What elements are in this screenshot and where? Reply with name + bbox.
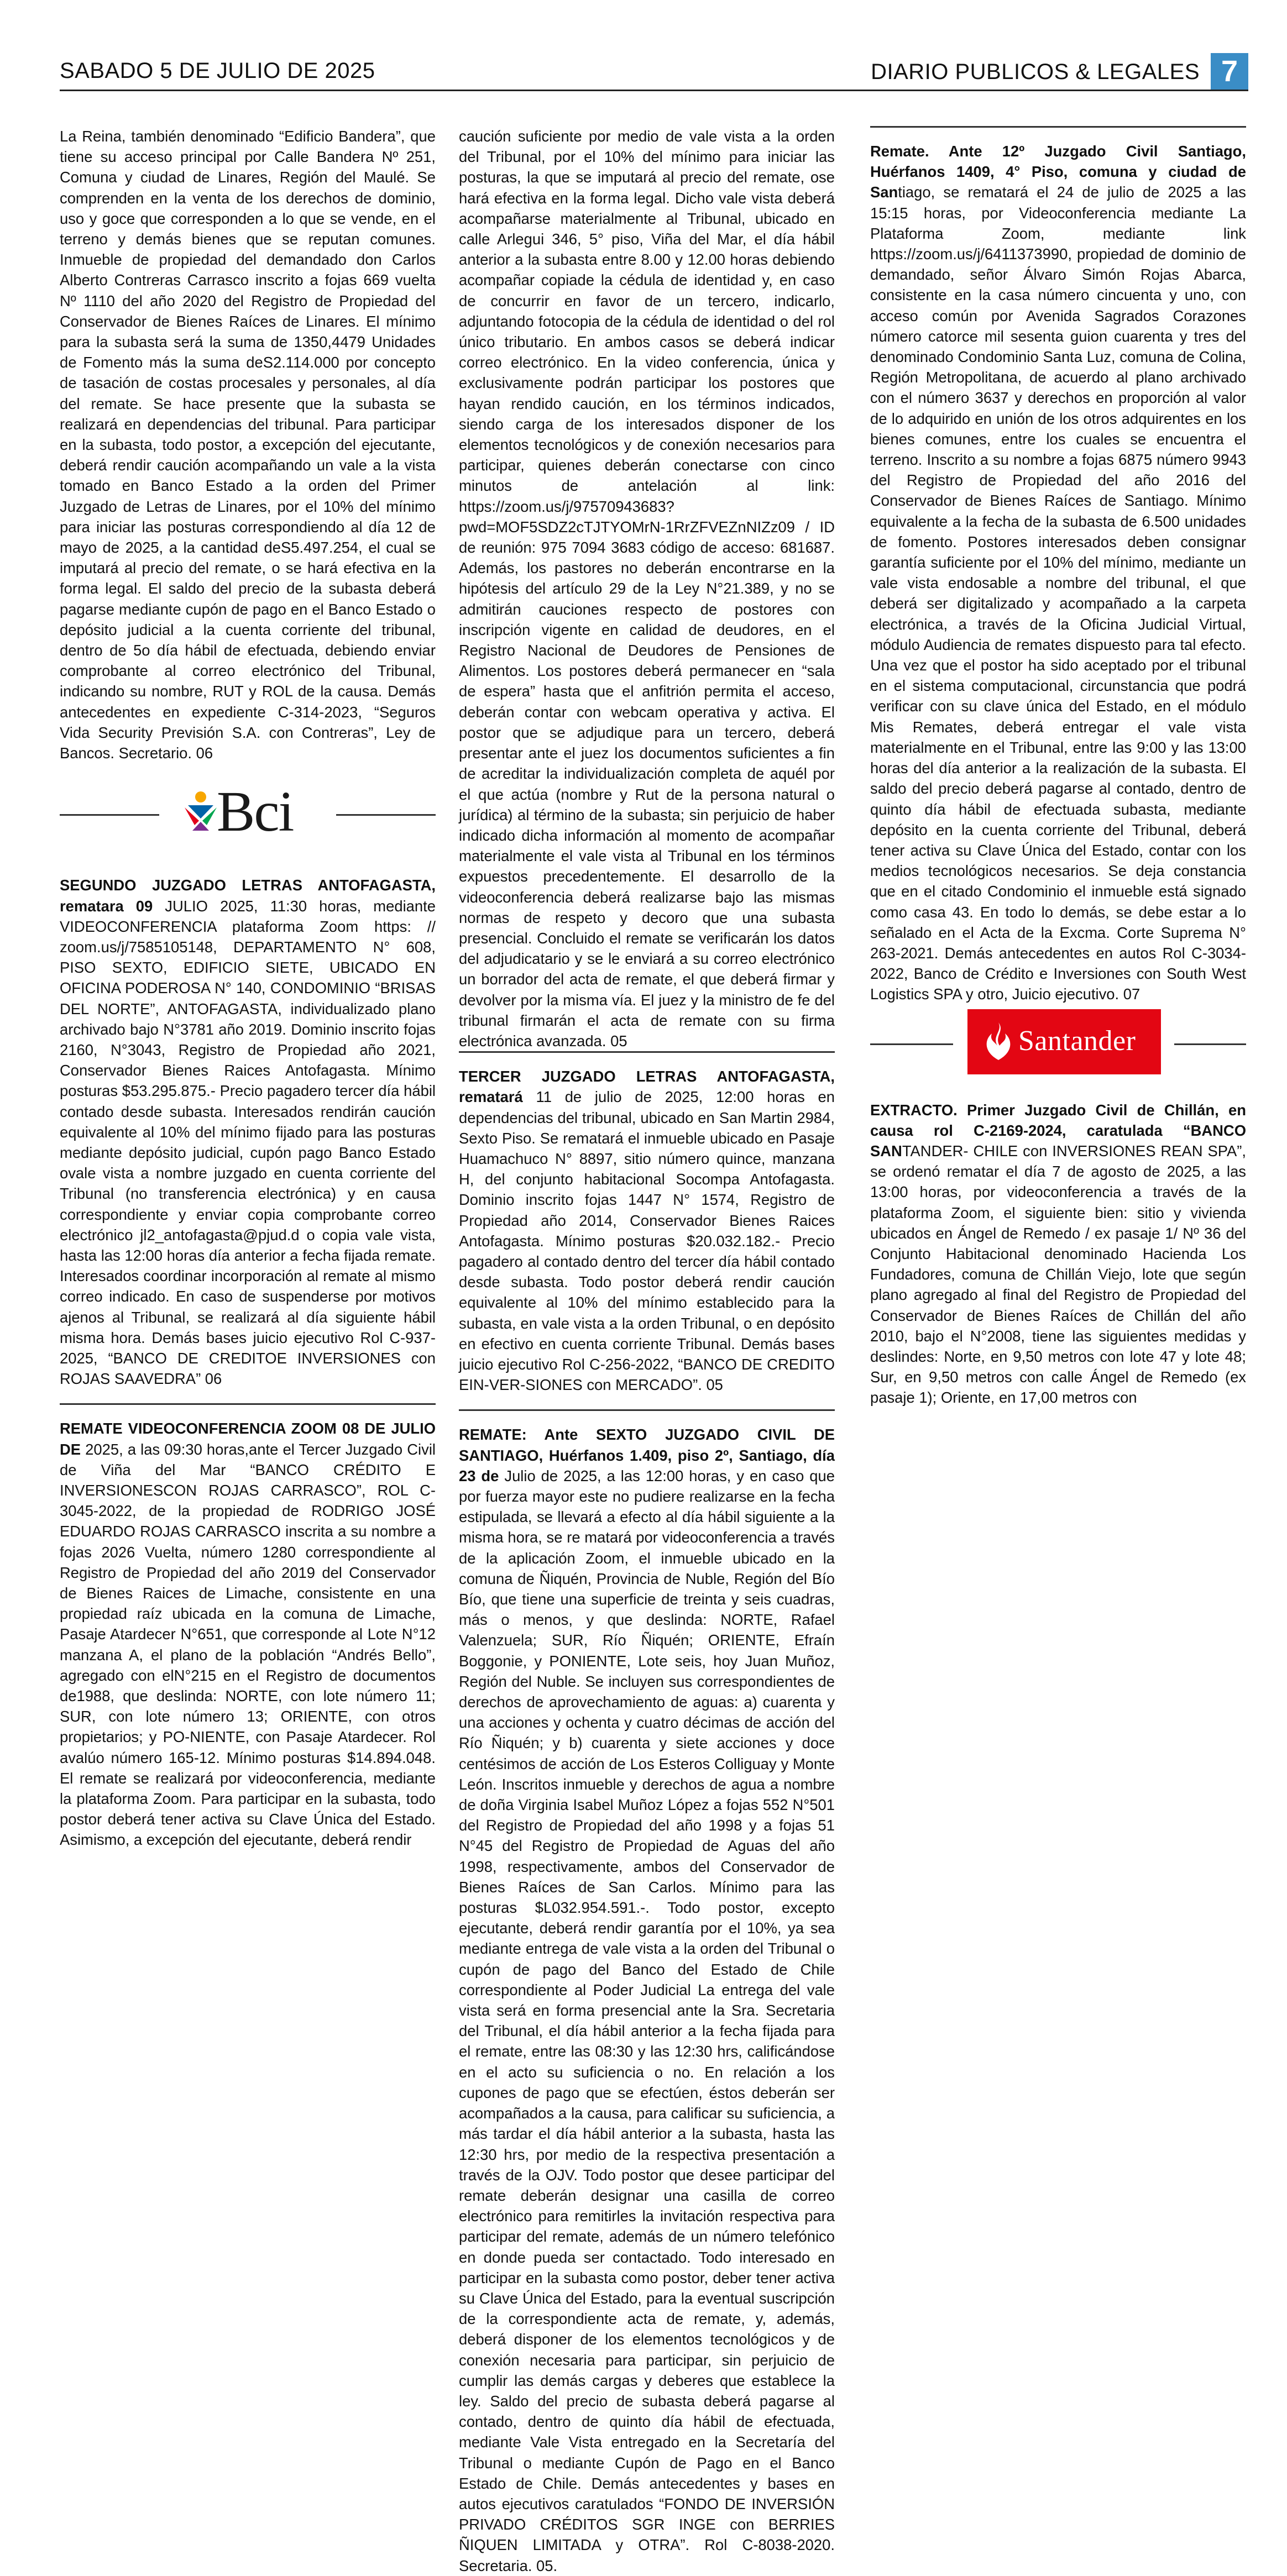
bci-mark-icon	[182, 791, 219, 832]
notice-body: 2025, a las 09:30 horas,ante el Tercer Juzgado Civil de Viña del Mar “BANCO CRÉDITO E INVERSIONESCON ROJAS CARRASCO”, ROL C-3045-2022, de la propiedad de RODRIGO JOSÉ EDUARDO ROJAS CARRASCO inscrita a su nombre a fojas 2026 Vuelta, número 1280 correspondiente al Registro de Propiedad del año 2019 del Conservador de Bienes Raices de Limache, consistente en una propiedad raíz ubicada en la comuna de Limache, Pasaje Atardecer N°651, que corresponde al Lote N°12 manzana A, el plano de la población “Andrés Bello”, agregado con elN°215 en el Registro de documentos de1988, que deslinda: NORTE, con lote número 11; SUR, con lote número 13; ORIENTE, con otros propietarios; y PO-NIENTE, con Pasaje Atardecer. Rol avalúo número 165-12. Mínimo posturas $14.894.048. El remate se realizará por videoconferencia, mediante la plataforma Zoom. Para participar en la subasta, todo postor deberá tener activa su Clave Única del Estado. Asimismo, a excepción del ejecutante, deberá rendir	[60, 1440, 436, 1849]
notice-extracto-chillan	[870, 1100, 1246, 1408]
divider-right	[1174, 1043, 1246, 1045]
notice-body: 11 de julio de 2025, 12:00 horas en dependencias del tribunal, ubicado en San Martin 2984, Sexto Piso. Se rematará el inmueble ubicado en Pasaje Huamachuco N° 8897, sitio número quince, manzana H, del conjunto habitacional Socompa Antofagasta. Dominio inscrito fojas 1447 N° 1574, Registro de Propiedad año 2014, Conservador Bienes Raices Antofagasta. Mínimo posturas $20.032.182.- Precio pagadero al contado dentro del tercer día hábil contado desde subasta. Todo postor deberá rendir caución equivalente al 10% del mínimo establecido para la subasta, en vale vista a la orden Tribunal, o en depósito en efectivo en cuenta corriente Tribunal. Demás bases juicio ejecutivo Rol C-256-2022, “BANCO DE CREDITO EIN-VER-SIONES con MERCADO”. 05	[459, 1088, 835, 1394]
bci-logo-row	[60, 773, 436, 856]
notice-tercer-juzgado-antofagasta	[459, 1066, 835, 1395]
column-1	[60, 126, 436, 1850]
notice-lead: REMATE VIDEOCONFERENCIA ZOOM 08 DE JULIO DE	[60, 1420, 436, 1458]
column-3	[870, 126, 1246, 1850]
section-divider	[60, 1403, 436, 1405]
notice-remate-zoom-vina-continued: caución suficiente por medio de vale vista a la orden del Tribunal, por el 10% del mínimo para iniciar las posturas, la que se imputará al precio del remate, ose hará efectiva en la forma legal. Dicho vale vista deberá acompañarse materialmente al Tribunal, ubicado en calle Arlegui 346, 5° piso, Viña del Mar, el día hábil anterior a la subasta entre 8.00 y 12.00 horas debiendo acompañar copiade la cédula de identidad y, en caso de concurrir en favor de un tercero, indicarlo, adjuntando fotocopia de la cédula de identidad o del rol único tributario. En ambos casos se deberá indicar correo electrónico. En la video conferencia, única y exclusivamente podrán participar los postores que hayan rendido caución, en los términos indicados, siendo carga de los interesados disponer de los elementos tecnológicos y de conexión necesarios para participar, quienes deberán conectarse con cinco minutos de antelación al link: https://zoom.us/j/97570943683?pwd=MOF5SDZ2cTJTYOMrN-1RrZFVEZnNIZz09 / ID de reunión: 975 7094 3683 código de acceso: 681687. Además, los pastores no deberán encontrarse en la hipótesis del artículo 29 de la Ley N°21.389, y no se admitirán cauciones respecto de postores con inscripción vigente en calidad de deudores, en el Registro Nacional de Deudores de Pensiones de Alimentos. Los postores deberá permanecer en “sala de espera” hasta que el anfitrión permita el acceso, deberán contar con webcam operativa y activa. El postor que se adjudique para un tercero, deberá presentar ante el juez los documentos suficientes a fin de acreditar la individualización completa de aquél por el que actúa (nombre y Rut de la persona natural o jurídica) al término de la subasta; sin perjuicio de haber indicado dicha información al momento de acompañar materialmente el vale vista al Tribunal en los términos expuestos precedentemente. El desarrollo de la videoconferencia deberá realizarse bajo las mismas normas de respeto y decoro que una subasta presencial. Concluido el remate se verificarán los datos del adjudicatario y se le enviará a su correo electrónico un borrador del acta de remate, el que deberá firmar y devolver por la misma vía. El juez y la ministro de fe del tribunal firmarán el acta de remate con su firma electrónica avanzada. 05	[459, 128, 835, 1050]
header-rule	[60, 90, 1248, 91]
divider-right	[336, 814, 436, 816]
notice-body: La Reina, también denominado “Edificio Bandera”, que tiene su acceso principal por Calle Bandera Nº 251, Comuna y ciudad de Linares, Región del Maulé. Se comprenden en la venta de los derechos de dominio, uso y goce que corresponden a lo que se vende, en el terreno y demás bienes que se reputan comunes. Inmueble de propiedad del demandado don Carlos Alberto Contreras Carrasco inscrito a fojas 669 vuelta Nº 1110 del año 2020 del Registro de Propiedad del Conservador de Bienes Raíces de Linares. El mínimo para la subasta será la suma de 1350,4479 Unidades de Fomento más la suma deS2.114.000 por concepto de tasación de costas procesales y personales, al día del remate. Se hace presente que la subasta se realizará en dependencias del tribunal. Para participar en la subasta, todo postor, a excepción del ejecutante, deberá rendir caución acompañando un vale a la vista tomado en Banco Estado a la orden del Primer Juzgado de Letras de Linares, por el 10% del mínimo para iniciar las posturas correspondiendo al día 12 de mayo de 2025, a la cantidad deS5.497.254, el cual se imputará al precio del remate, o se hará efectiva en la forma legal. El saldo del precio de la subasta deberá pagarse mediante cupón de pago en el Banco Estado o depósito judicial a la cuenta corriente del tribunal, dentro de 5o día hábil de efectuada, debiendo enviar comprobante al correo electrónico del Tribunal, indicando su nombre, RUT y ROL de la causa. Demás antecedentes en expediente C-314-2023, “Seguros Vida Security Previsión S.A. con Contreras”, Ley de Bancos. Secretario. 06	[60, 128, 436, 762]
santander-wordmark: Santander	[1018, 1025, 1136, 1057]
section-divider	[459, 1409, 835, 1411]
divider-left	[60, 814, 159, 816]
notice-lead: SEGUNDO JUZGADO LETRAS ANTOFAGASTA, rematara 09	[60, 877, 436, 915]
notice-lead: TERCER JUZGADO LETRAS ANTOFAGASTA, rematará	[459, 1068, 835, 1106]
bci-logo	[182, 782, 315, 843]
divider-left	[870, 1043, 953, 1045]
notice-lead: Remate. Ante 12º Juzgado Civil Santiago, Huérfanos 1409, 4° Piso, comuna y ciudad de San	[870, 143, 1246, 201]
header-publication: DIARIO PUBLICOS & LEGALES	[871, 60, 1200, 84]
notice-segundo-juzgado-antofagasta	[60, 875, 436, 1389]
santander-logo	[967, 1009, 1161, 1074]
section-divider	[459, 1051, 835, 1053]
notice-remate-zoom-vina	[60, 1418, 436, 1850]
notice-sexto-juzgado-santiago	[459, 1424, 835, 2575]
santander-flame-icon	[983, 1021, 1014, 1061]
notice-body: JULIO 2025, 11:30 horas, mediante VIDEOCONFERENCIA plataforma Zoom https: // zoom.us/j/7585105148, DEPARTAMENTO N° 608, PISO SEXTO, EDIFICIO SIETE, UBICADO EN OFICINA PODEROSA N° 140, CONDOMINIO “BRISAS DEL NORTE”, ANTOFAGASTA, individualizado plano archivado bajo N°3781 año 2019. Dominio inscrito fojas 2160, N°3043, Registro de Propiedad año 2021, Conservador Bienes Raices Antofagasta. Mínimo posturas $53.295.875.- Precio pagadero tercer día hábil contado desde subasta. Interesados rendirán caución equivalente al 10% del mínimo fijado para las posturas mediante depósito judicial, cupón pago Banco Estado ovale vista a nombre juzgado en cuenta corriente del Tribunal (no transferencia electrónica) y en causa correspondiente y enviar copia comprobante correo electrónico jl2_antofagasta@pjud.d o copia vale vista, hasta las 12:00 horas día anterior a fecha fijada remate. Interesados coordinar incorporación al remate al mismo correo indicado. En caso de suspenderse por motivos ajenos al Tribunal, se realizará al día siguiente hábil misma hora. Demás bases juicio ejecutivo Rol C-937-2025, “BANCO DE CREDITOE INVERSIONES con ROJAS SAAVEDRA” 06	[60, 897, 436, 1388]
page-header	[60, 55, 1248, 90]
notice-body: tiago, se rematará el 24 de julio de 2025 a las 15:15 horas, por Videoconferencia mediante La Plataforma Zoom, mediante link https://zoom.us/j/6411373990, propiedad de dominio de demandado, señor Álvaro Simón Rojas Abarca, consistente en la casa número cincuenta y uno, con acceso común por Avenida Sagrados Corazones número catorce mil sesenta guion cuarenta y tres del denominado Condominio Santa Luz, comuna de Colina, Región Metropolitana, de acuerdo al plano archivado con el número 3637 y derechos en proporción al valor de lo adquirido en unión de los otros adquirentes en los bienes comunes, entre los cuales se encuentra el terreno. Inscrito a su nombre a fojas 6875 número 9943 del Registro de Propiedad del año 2016 del Conservador de Bienes Raíces de Santiago. Mínimo equivalente a la fecha de la subasta de 6.500 unidades de fomento. Postores interesados deben consignar garantía suficiente por el 10% del mínimo, mediante un vale vista endosable a nombre del tribunal, el que deberá ser digitalizado y acompañado a la carpeta electrónica, a través de la Oficina Judicial Virtual, módulo Audiencia de remates dispuesto para tal efecto. Una vez que el postor ha sido aceptado por el tribunal en el sistema computacional, circunstancia que podrá verificar con su clave única del Estado, en el módulo Mis Remates, deberá entregar el vale vista materialmente en el Tribunal, entre las 9:00 y las 13:00 horas del día anterior a la realización de la subasta. El saldo del precio deberá pagarse al contado, dentro de quinto día hábil de efectuada subasta, mediante depósito en la cuenta corriente del Tribunal, deberá tener activa su Clave Única del Estado, contar con los medios tecnológicos necesarios. Se deja constancia que en el citado Condominio el inmueble está signado como casa 43. En todo lo demás, se debe estar a lo señalado en el Acta de la Excma. Corte Suprema N° 263-2021. Demás antecedentes en autos Rol C-3034-2022, Banco de Crédito e Inversiones con South West Logistics SPA y otro, Juicio ejecutivo. 07	[870, 183, 1246, 1003]
bci-wordmark: Bci	[217, 780, 294, 844]
santander-logo-row	[870, 1008, 1246, 1080]
column-2-content	[459, 126, 835, 2576]
notice-12-juzgado-santiago	[870, 141, 1246, 1005]
section-divider	[870, 126, 1246, 128]
page-number-badge: 7	[1211, 53, 1248, 90]
notice-body: Julio de 2025, a las 12:00 horas, y en caso que por fuerza mayor este no pudiere realizarse en la fecha estipulada, se llevará a efecto al día hábil siguiente a la misma hora, se re matará por videoconferencia a través de la aplicación Zoom, el inmueble ubicado en la comuna de Ñiquén, Provincia de Nuble, Región del Bío Bío, que tiene una superficie de treinta y seis cuadras, más o menos, y que deslinda: NORTE, Rafael Valenzuela; SUR, Río Ñiquén; ORIENTE, Efraín Boggonie, y PONIENTE, Lote seis, hoy Juan Muñoz, Región del Nuble. Se incluyen sus correspondientes de derechos de aprovechamiento de aguas: a) cuarenta y una acciones y ochenta y cuatro décimas de acción del Río Ñiquén; y b) cuarenta y siete acciones y doce centésimos de acción de Los Esteros Colliguay y Monte León. Inscritos inmueble y derechos de agua a nombre de doña Virginia Isabel Muñoz López a fojas 552 N°501 del Registro de Propiedad del año 1998 y a fojas 51 N°45 del Registro de Propiedad de Aguas del año 1998, respectivamente, ambos del Conservador de Bienes Raíces de San Carlos. Mínimo para las posturas $L032.954.591.-. Todo postor, excepto ejecutante, deberá rendir garantía por el 10%, ya sea mediante entrega de vale vista a la orden del Tribunal o cupón de pago del Banco del Estado de Chile correspondiente al Poder Judicial La entrega del vale vista será en forma presencial ante la Sra. Secretaria del Tribunal, el día hábil anterior a la fecha fijada para el remate, entre las 08:30 y las 12:30 hrs, calificándose en el acto su suficiencia o no. En relación a los cupones de pago que se efectúen, éstos deberán ser acompañados a la causa, para calificar su suficiencia, a más tardar el día hábil anterior a la subasta, hasta las 12:30 hrs, por medio de la respectiva presentación a través de la OJV. Todo postor que desee participar del remate deberán designar una casilla de correo electrónico para remitirles la invitación respectiva para participar del remate, además de un número telefónico en donde pueda ser contactado. Todo interesado en participar en la subasta como postor, deber tener activa su Clave Única del Estado, para la eventual suscripción de la correspondiente acta de remate, y, además, deberá disponer de los elementos tecnológicos y de conexión necesaria para participar, sin perjuicio de cumplir las demás cargas y deberes que establece la ley. Saldo del precio de subasta deberá pagarse al contado, dentro de quinto día hábil de efectuada, mediante Vale Vista entregado en la Secretaría del Tribunal o mediante Cupón de Pago en el Banco Estado de Chile. Demás antecedentes y bases en autos ejecutivos caratulados “FONDO DE INVERSIÓN PRIVADO CRÉDITOS SGR INGE con BERRIES ÑIQUEN LIMITADA y OTRA”. Rol C-8038-2020. Secretaria. 05.	[459, 1467, 835, 2574]
header-date: SABADO 5 DE JULIO DE 2025	[60, 59, 375, 83]
notice-lead: REMATE: Ante SEXTO JUZGADO CIVIL DE SANTIAGO, Huérfanos 1.409, piso 2º, Santiago, día 23 de	[459, 1426, 835, 1484]
notice-body: TANDER- CHILE con INVERSIONES REAN SPA”, se ordenó rematar el día 7 de agosto de 2025, a las 13:00 horas, por videoconferencia a través de la plataforma Zoom, el siguiente bien: sitio y vivienda ubicados en Ángel de Remedo / ex pasaje 1/ Nº 36 del Conjunto Habitacional denominado Hacienda Los Fundadores, comuna de Chillán Viejo, lote que según plano agregado al final del Registro de Propiedad del Conservador de Bienes Raíces de Chillán del año 2010, bajo el N°2008, tiene las siguientes medidas y deslindes: Norte, en 9,50 metros con lote 47 y lote 48; Sur, en 9,50 metros con calle Ángel de Remedo (ex pasaje 1); Oriente, en 17,00 metros con	[870, 1142, 1246, 1407]
column-2	[459, 126, 835, 2574]
notice-linares	[60, 126, 436, 763]
notice-lead: EXTRACTO. Primer Juzgado Civil de Chillán, en causa rol C-2169-2024, caratulada “BANCO SAN	[870, 1101, 1246, 1160]
